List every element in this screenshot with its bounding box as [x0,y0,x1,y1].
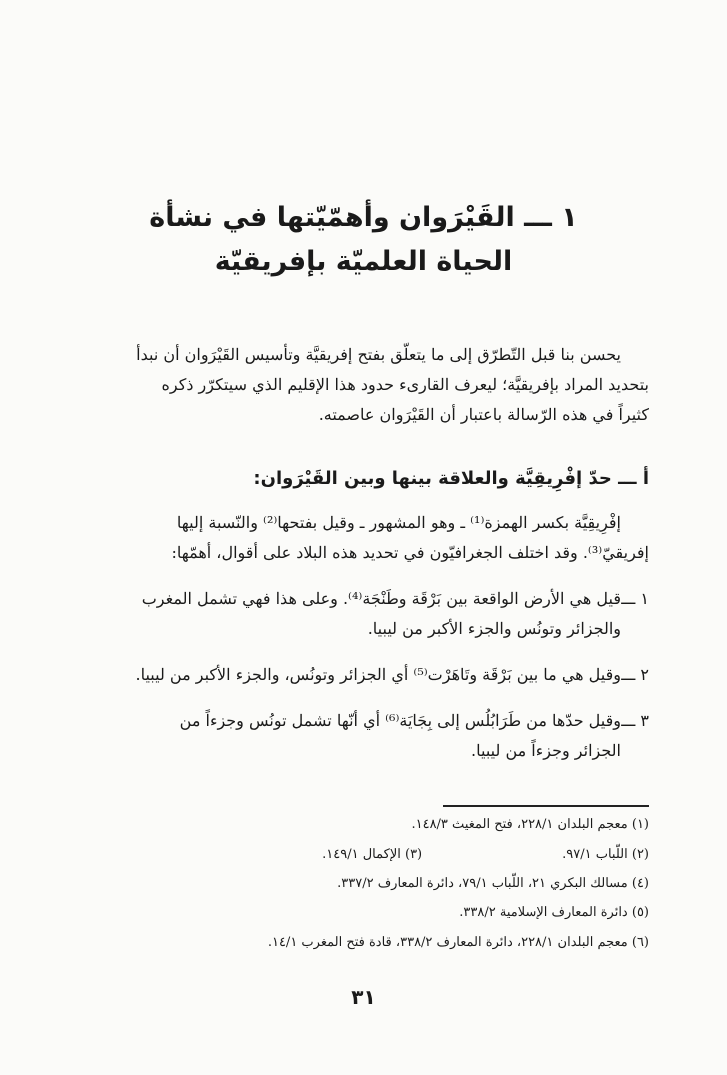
list-item [76,706,649,766]
footnote-4: (٤) مسالك البكري ٢١، اللّباب ٧٩/١، دائرة المعارف ٣٣٧/٢. [337,876,649,891]
list-item-line: الجزائر وجزءاً من ليبيا. [471,741,621,760]
list-item-number: ١ ـــ [621,589,649,608]
footnote-3: (٣) الإكمال ١٤٩/١. [322,847,423,862]
list-item [76,584,649,644]
footnote-2: (٢) اللّباب ٩٧/١. [562,847,649,862]
intro-line-3: كثيراً في هذه الرّسالة باعتبار أن القَيْرَوان عاصمته. [318,405,649,424]
intro-paragraph [76,340,649,430]
list-item-line: وقيل حدّها من طَرَابُلُس إلى بِجَايَة⁽⁶⁾ أي أنّها تشمل تونُس وجزءاً من [179,711,621,730]
section-heading: أ ـــ حدّ إفْرِيقِيَّة والعلاقة بينها وبين القَيْرَوان: [253,468,649,489]
list-item-line: قيل هي الأرض الواقعة بين بَرْقَة وطَنْجَة⁽⁴⁾. وعلى هذا فهي تشمل المغرب [141,589,621,608]
definition-line-2: إفريقيّ⁽³⁾. وقد اختلف الجغرافيّون في تحديد هذه البلاد على أقوال، أهمّها: [171,543,649,562]
footnote-divider [443,805,649,807]
list-item-number: ٢ ـــ [621,665,649,684]
page-number: ٣١ [351,985,376,1009]
chapter-title-line-1: ١ ـــ القَيْرَوان وأهمّيّتها في نشأة [149,202,578,233]
list-item-line: وقيل هي ما بين بَرْقَة وتَاهَرْت⁽⁵⁾ أي الجزائر وتونُس، والجزء الأكبر من ليبيا. [135,665,621,684]
intro-line-2: بتحديد المراد بإفريقيَّة؛ ليعرف القارىء حدود هذا الإقليم الذي سيتكرّر ذكره [161,375,649,394]
list-item-line: والجزائر وتونُس والجزء الأكبر من ليبيا. [367,619,621,638]
definition-paragraph [76,508,649,568]
chapter-title [0,196,727,284]
list-item-number: ٣ ـــ [621,711,649,730]
footnote-6: (٦) معجم البلدان ٢٢٨/١، دائرة المعارف ٣٣٨/٢، قادة فتح المغرب ١٤/١. [267,935,649,950]
chapter-title-line-2: الحياة العلميّة بإفريقيّة [214,246,513,277]
definition-line-1: إفْرِيقِيَّة بكسر الهمزة⁽¹⁾ ـ وهو المشهور ـ وقيل بفتحها⁽²⁾ والنّسبة إليها [176,513,621,532]
intro-line-1: يحسن بنا قبل التّطرّق إلى ما يتعلّق بفتح إفريقيَّة وتأسيس القَيْرَوان أن نبدأ [136,345,621,364]
list-item [76,660,649,690]
footnote-5: (٥) دائرة المعارف الإسلامية ٣٣٨/٢. [459,905,649,920]
footnote-1: (١) معجم البلدان ٢٢٨/١، فتح المغيث ١٤٨/٣. [411,817,649,832]
footnote-row-2-3 [76,845,649,865]
